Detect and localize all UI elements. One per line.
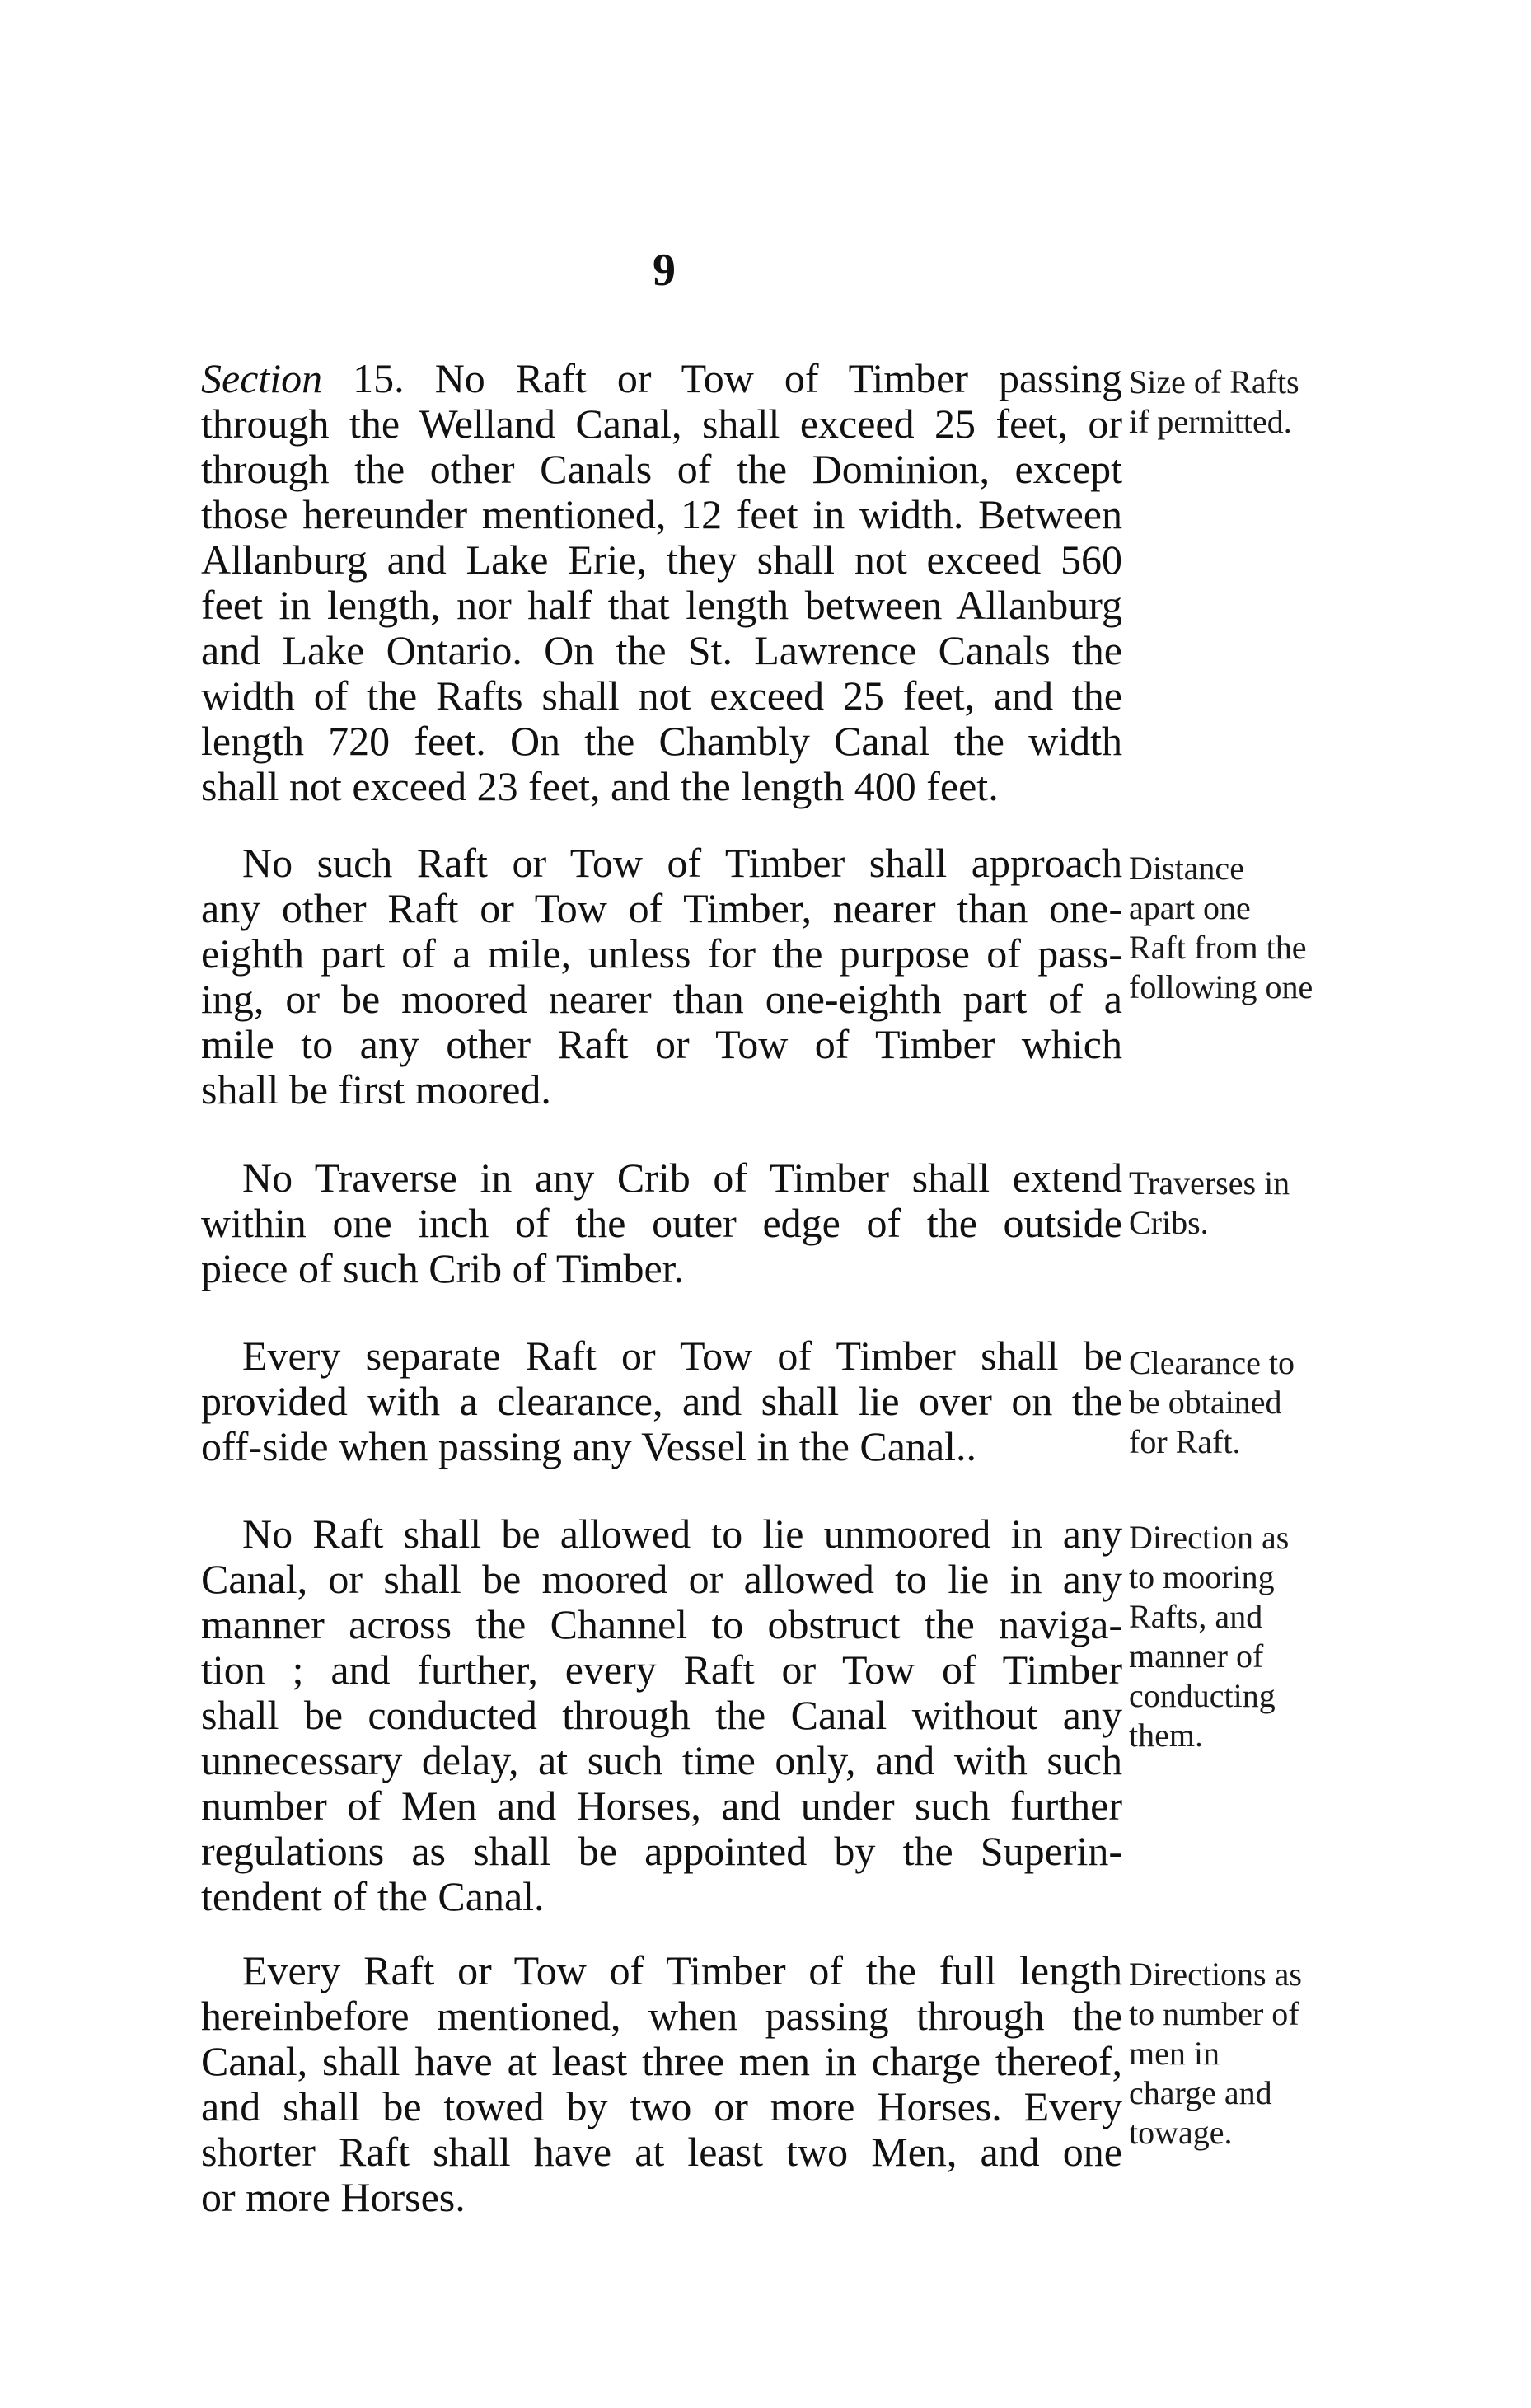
- paragraph-line: off-side when passing any Vessel in the Canal..: [201, 1423, 977, 1469]
- paragraph-line: and Lake Ontario. On the St. Lawrence Canals the: [201, 627, 1122, 673]
- paragraph-line: Section 15. No Raft or Tow of Timber passing: [201, 355, 1122, 401]
- paragraph-line: through the Welland Canal, shall exceed 25 feet, or: [201, 401, 1122, 447]
- paragraph-line: piece of such Crib of Timber.: [201, 1245, 685, 1291]
- paragraph-line: eighth part of a mile, unless for the purpose of pass-: [201, 930, 1122, 977]
- paragraph-line: provided with a clearance, and shall lie over on the: [201, 1378, 1122, 1424]
- paragraph-line: ing, or be moored nearer than one-eighth part of a: [201, 976, 1122, 1022]
- margin-note: Distance apart one Raft from the following one: [1129, 850, 1313, 1005]
- paragraph-line: within one inch of the outer edge of the outside: [201, 1200, 1122, 1246]
- paragraph-line: length 720 feet. On the Chambly Canal the width: [201, 718, 1122, 764]
- paragraph-text: [201, 1155, 1122, 1291]
- paragraph-line: any other Raft or Tow of Timber, nearer than one-: [201, 885, 1122, 931]
- paragraph-line: manner across the Channel to obstruct the naviga-: [201, 1601, 1122, 1647]
- page-number: 9: [653, 245, 676, 296]
- paragraph-line: Canal, or shall be moored or allowed to lie in any: [201, 1556, 1122, 1602]
- paragraph-line: and shall be towed by two or more Horses. Every: [201, 2083, 1122, 2129]
- paragraph-line: No Traverse in any Crib of Timber shall extend: [242, 1155, 1122, 1201]
- paragraph-line: Canal, shall have at least three men in charge thereof,: [201, 2038, 1122, 2084]
- paragraph-line: Allanburg and Lake Erie, they shall not exceed 560: [201, 536, 1122, 583]
- paragraph-line: shall be first moored.: [201, 1066, 551, 1113]
- paragraph-text: [201, 1948, 1122, 2220]
- margin-note: Size of Rafts if permitted.: [1129, 363, 1299, 440]
- paragraph-line: those hereunder mentioned, 12 feet in width. Between: [201, 491, 1122, 537]
- paragraph-line: or more Horses.: [201, 2174, 466, 2220]
- paragraph-line: feet in length, nor half that length between Allanburg: [201, 582, 1122, 628]
- paragraph-text: [201, 1333, 1122, 1469]
- paragraph-line: hereinbefore mentioned, when passing through the: [201, 1993, 1122, 2039]
- paragraph-line: Every separate Raft or Tow of Timber shall be: [242, 1333, 1122, 1379]
- paragraph-line: Every Raft or Tow of Timber of the full length: [242, 1947, 1122, 1993]
- paragraph-line: through the other Canals of the Dominion, except: [201, 446, 1122, 492]
- paragraph-text: [201, 1511, 1122, 1919]
- paragraph-line: shall not exceed 23 feet, and the length 400 feet.: [201, 763, 999, 809]
- paragraph-line: No Raft shall be allowed to lie unmoored in any: [242, 1511, 1122, 1557]
- paragraph-line: width of the Rafts shall not exceed 25 feet, and the: [201, 672, 1122, 719]
- paragraph-line: No such Raft or Tow of Timber shall approach: [242, 840, 1122, 886]
- paragraph-text: [201, 841, 1122, 1113]
- paragraph-text: [201, 356, 1122, 809]
- paragraph-line: shorter Raft shall have at least two Men, and one: [201, 2129, 1122, 2175]
- paragraph-line: number of Men and Horses, and under such further: [201, 1783, 1122, 1829]
- paragraph-line: mile to any other Raft or Tow of Timber which: [201, 1021, 1122, 1067]
- margin-note: Traverses in Cribs.: [1129, 1164, 1290, 1241]
- margin-note: Direction as to mooring Rafts, and manner of conducting them.: [1129, 1519, 1290, 1754]
- margin-note: Directions as to number of men in charge and towage.: [1129, 1956, 1302, 2151]
- paragraph-line: tendent of the Canal.: [201, 1873, 545, 1919]
- paragraph-line: tion ; and further, every Raft or Tow of Timber: [201, 1647, 1122, 1693]
- section-label: Section: [201, 355, 323, 401]
- paragraph-line: regulations as shall be appointed by the Superin-: [201, 1828, 1122, 1874]
- paragraph-line: shall be conducted through the Canal without any: [201, 1692, 1122, 1738]
- margin-note: Clearance to be obtained for Raft.: [1129, 1344, 1295, 1460]
- paragraph-line: unnecessary delay, at such time only, and with such: [201, 1737, 1122, 1783]
